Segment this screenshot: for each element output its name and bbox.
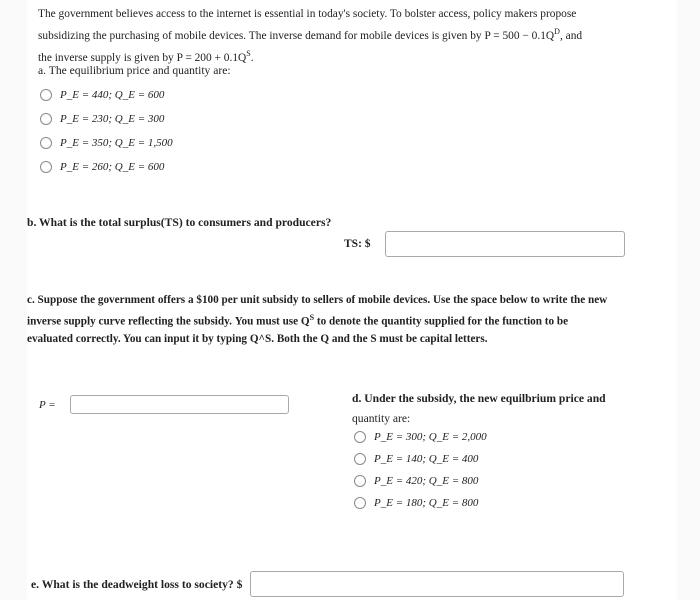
option-label: P_E = 230; Q_E = 300 — [60, 113, 165, 125]
part-d-option-3[interactable] — [354, 472, 487, 490]
part-e-question: e. What is the deadweight loss to society? $ — [31, 578, 243, 591]
option-label: P_E = 300; Q_E = 2,000 — [374, 431, 487, 443]
ts-input[interactable] — [385, 231, 625, 257]
p-equals-label: P = — [39, 399, 56, 411]
part-c-question — [27, 292, 667, 348]
radio-button[interactable] — [40, 113, 52, 125]
option-label: P_E = 350; Q_E = 1,500 — [60, 137, 173, 149]
part-d-options — [354, 428, 487, 512]
option-label: P_E = 440; Q_E = 600 — [60, 89, 165, 101]
option-label: P_E = 260; Q_E = 600 — [60, 161, 165, 173]
part-c-line-2: inverse supply curve reflecting the subsidy. You must use $Q^S$ to denote the quantity supplied for the function to be — [27, 313, 569, 328]
intro-line-1: The government believes access to the internet is essential in today's society. To bolster access, policy makers propose — [38, 8, 577, 20]
radio-button[interactable] — [354, 497, 366, 509]
option-label: P_E = 140; Q_E = 400 — [374, 453, 479, 465]
part-a-option-1[interactable] — [40, 86, 173, 104]
radio-button[interactable] — [40, 137, 52, 149]
intro-line-2: subsidizing the purchasing of mobile devices. The inverse demand for mobile devices is given by $P = 500 - 0.1Q^D$, and — [38, 27, 583, 42]
part-a-option-2[interactable] — [40, 110, 173, 128]
part-a-question: a. The equilibrium price and quantity are: — [38, 64, 231, 77]
option-label: P_E = 420; Q_E = 800 — [374, 475, 479, 487]
part-b-question: b. What is the total surplus(TS) to consumers and producers? — [27, 216, 332, 229]
part-d-line-2: quantity are: — [352, 412, 411, 425]
ts-label: TS: $ — [344, 238, 371, 250]
intro-line-3: the inverse supply is given by $P = 200 + 0.1Q^S$. — [38, 48, 254, 64]
radio-button[interactable] — [40, 161, 52, 173]
part-a-option-4[interactable] — [40, 158, 173, 176]
part-d-option-1[interactable] — [354, 428, 487, 446]
intro-paragraph — [38, 6, 638, 67]
part-d-option-2[interactable] — [354, 450, 487, 468]
part-d-line-1: d. Under the subsidy, the new equilbrium price and — [352, 392, 606, 405]
radio-button[interactable] — [354, 431, 366, 443]
part-c-line-3: evaluated correctly. You can input it by typing Q^S. Both the Q and the S must be capital letters. — [27, 332, 488, 345]
part-a-options — [40, 86, 173, 176]
radio-button[interactable] — [354, 475, 366, 487]
part-d-option-4[interactable] — [354, 494, 487, 512]
part-d-question — [352, 389, 652, 429]
part-a-option-3[interactable] — [40, 134, 173, 152]
radio-button[interactable] — [354, 453, 366, 465]
part-c-line-1: c. Suppose the government offers a $100 per unit subsidy to sellers of mobile devices. Use the space below to write the new — [27, 294, 608, 306]
radio-button[interactable] — [40, 89, 52, 101]
deadweight-loss-input[interactable] — [250, 571, 624, 597]
option-label: P_E = 180; Q_E = 800 — [374, 497, 479, 509]
supply-curve-input[interactable] — [70, 395, 289, 414]
